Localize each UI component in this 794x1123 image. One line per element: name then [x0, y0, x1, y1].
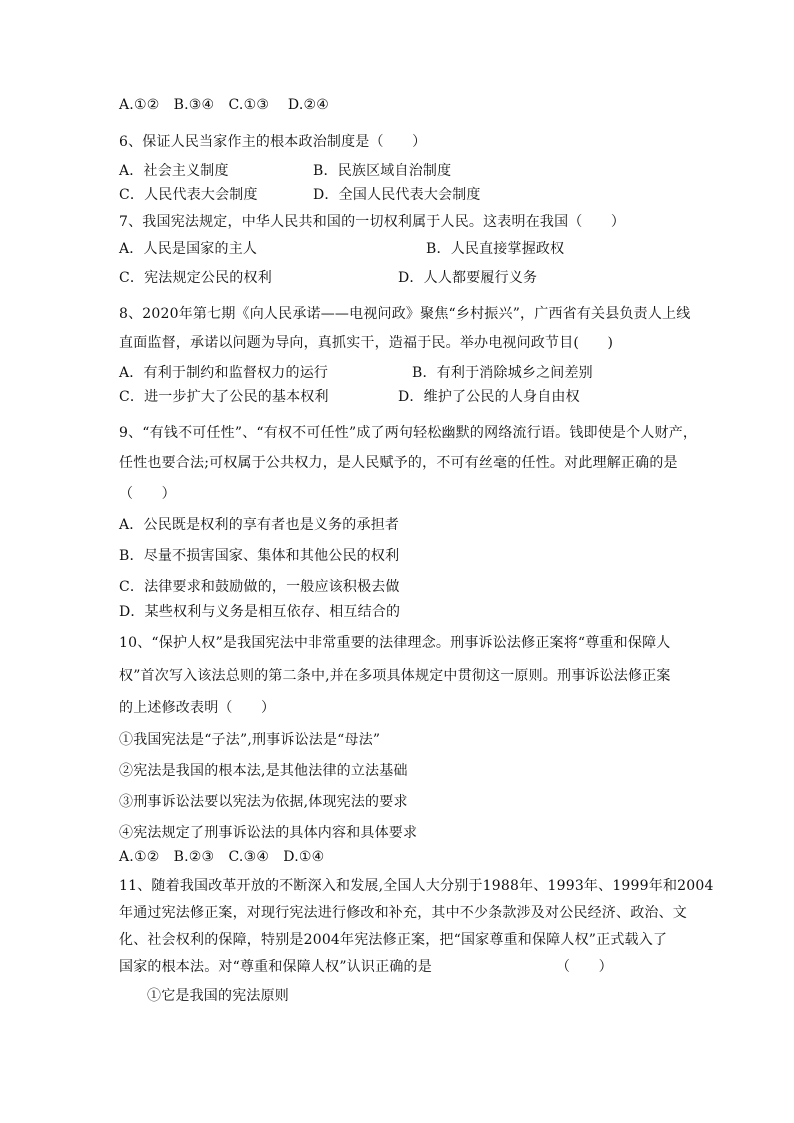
q7-option-c: C．宪法规定公民的权利	[119, 270, 272, 286]
q9-option-a: A．公民既是权利的享有者也是义务的承担者	[119, 517, 400, 533]
q10-stem-line-3: 的上述修改表明（ ）	[119, 700, 276, 716]
q6-option-a: A．社会主义制度	[119, 163, 229, 179]
q10-item-3: ③刑事诉讼法要以宪法为依据,体现宪法的要求	[119, 794, 408, 810]
q11-stem-line-4: 国家的根本法。对“尊重和保障人权”认识正确的是	[119, 959, 432, 975]
q5-options: A.①② B.③④ C.①③ D.②④	[119, 97, 329, 113]
q9-option-c: C．法律要求和鼓励做的，一般应该积极去做	[119, 579, 400, 595]
q10-item-2: ②宪法是我国的根本法,是其他法律的立法基础	[119, 763, 408, 779]
q6-option-b: B．民族区域自治制度	[313, 163, 452, 179]
q9-stem-line-2: 任性也要合法;可权属于公共权力，是人民赋予的，不可有丝毫的任性。对此理解正确的是	[119, 455, 678, 471]
q8-option-a: A．有利于制约和监督权力的运行	[119, 365, 329, 381]
q6-stem: 6、保证人民当家作主的根本政治制度是（ ）	[119, 134, 427, 150]
q6-option-d: D．全国人民代表大会制度	[313, 187, 481, 203]
q9-option-b: B．尽量不损害国家、集体和其他公民的权利	[119, 548, 400, 564]
q7-option-b: B．人民直接掌握政权	[426, 241, 565, 257]
q8-option-b: B．有利于消除城乡之间差别	[412, 365, 593, 381]
q11-stem-line-3: 化、社会权利的保障，特别是2004年宪法修正案，把“国家尊重和保障人权”正式载入了	[119, 932, 668, 948]
q11-answer-paren: （ ）	[556, 959, 613, 975]
q9-stem-line-3: （ ）	[119, 486, 176, 502]
q8-stem-line-1: 8、2020年第七期《向人民承诺——电视问政》聚焦“乡村振兴”，广西省有关县负责人上线	[119, 306, 691, 322]
q11-stem-line-1: 11、随着我国改革开放的不断深入和发展,全国人大分别于1988年、1993年、1999年和2004	[119, 878, 714, 894]
q10-item-4: ④宪法规定了刑事诉讼法的具体内容和具体要求	[119, 825, 418, 841]
q7-option-d: D．人人都要履行义务	[398, 270, 538, 286]
q10-stem-line-1: 10、“保护人权”是我国宪法中非常重要的法律理念。刑事诉讼法修正案将“尊重和保障人	[119, 635, 671, 651]
q11-stem-line-2: 年通过宪法修正案，对现行宪法进行修改和补充，其中不少条款涉及对公民经济、政治、文	[119, 905, 687, 921]
q6-option-c: C．人民代表大会制度	[119, 187, 258, 203]
q11-item-1: ①它是我国的宪法原则	[147, 988, 289, 1004]
q8-option-d: D．维护了公民的人身自由权	[398, 389, 580, 405]
q10-options: A.①② B.②③ C.③④ D.①④	[119, 849, 325, 865]
q7-stem: 7、我国宪法规定，中华人民共和国的一切权利属于人民。这表明在我国（ ）	[119, 214, 626, 230]
q9-option-d: D．某些权利与义务是相互依存、相互结合的	[119, 604, 401, 620]
q9-stem-line-1: 9、“有钱不可任性”、“有权不可任性”成了两句轻松幽默的网络流行语。钱即使是个人财产，	[119, 425, 698, 441]
q7-option-a: A．人民是国家的主人	[119, 241, 258, 257]
q8-stem-line-2: 直面监督，承诺以问题为导向，真抓实干，造福于民。举办电视问政节目( )	[119, 335, 614, 351]
q8-option-c: C．进一步扩大了公民的基本权利	[119, 389, 329, 405]
q10-item-1: ①我国宪法是“子法”,刑事诉讼法是“母法”	[119, 732, 381, 748]
q10-stem-line-2: 权”首次写入该法总则的第二条中,并在多项具体规定中贯彻这一原则。刑事诉讼法修正案	[119, 668, 671, 684]
